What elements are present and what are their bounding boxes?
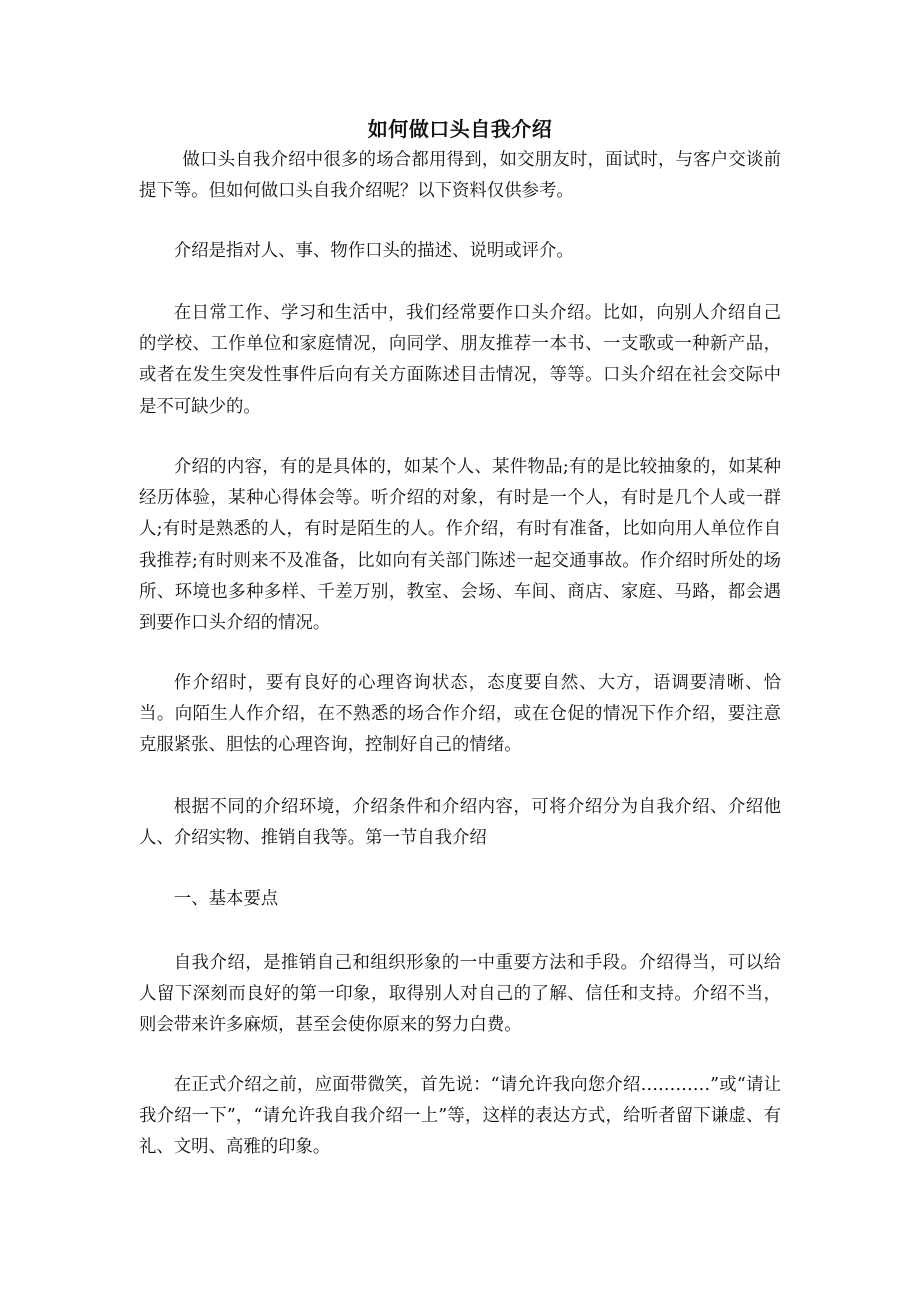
section-heading-basics: 一、基本要点 [173, 889, 279, 909]
paragraph-opening-phrases: 在正式介绍之前，应面带微笑，首先说：“请允许我向您介绍…………”或“请让我介绍一下”，“请允许我自我介绍一上”等，这样的表达方式，给听者留下谦虚、有礼、文明、高雅的印象。 [139, 1075, 781, 1158]
paragraph-intro: 做口头自我介绍中很多的场合都用得到，如交朋友时，面试时，与客户交谈前提下等。但如何做口头自我介绍呢？以下资料仅供参考。 [139, 150, 781, 202]
paragraph-attitude: 作介绍时，要有良好的心理咨询状态，态度要自然、大方，语调要清晰、恰当。向陌生人作介绍，在不熟悉的场合作介绍，或在仓促的情况下作介绍，要注意克服紧张、胆怯的心理咨询，控制好自己的情绪。 [139, 673, 781, 756]
paragraph-definition: 介绍是指对人、事、物作口头的描述、说明或评介。 [173, 241, 574, 261]
paragraph-categories: 根据不同的介绍环境，介绍条件和介绍内容，可将介绍分为自我介绍、介绍他人、介绍实物、推销自我等。第一节自我介绍 [139, 797, 781, 849]
paragraph-daily-use: 在日常工作、学习和生活中，我们经常要作口头介绍。比如，向别人介绍自己的学校、工作单位和家庭情况，向同学、朋友推荐一本书、一支歌或一种新产品，或者在发生突发性事件后向有关方面陈述目击情况，等等。口头介绍在社会交际中是不可缺少的。 [139, 303, 781, 417]
paragraph-content-types: 介绍的内容，有的是具体的，如某个人、某件物品;有的是比较抽象的，如某种经历体验，某种心得体会等。听介绍的对象，有时是一个人，有时是几个人或一群人;有时是熟悉的人，有时是陌生的人。作介绍，有时有准备，比如向用人单位作自我推荐;有时则来不及准备，比如向有关部门陈述一起交通事故。作介绍时所处的场所、环境也多种多样、千差万别，教室、会场、车间、商店、家庭、马路，都会遇到要作口头介绍的情况。 [139, 457, 781, 634]
paragraph-self-introduction: 自我介绍，是推销自己和组织形象的一中重要方法和手段。介绍得当，可以给人留下深刻而良好的第一印象，取得别人对自己的了解、信任和支持。介绍不当，则会带来许多麻烦，甚至会使你原来的努力白费。 [139, 953, 781, 1036]
document-title: 如何做口头自我介绍 [367, 117, 553, 141]
